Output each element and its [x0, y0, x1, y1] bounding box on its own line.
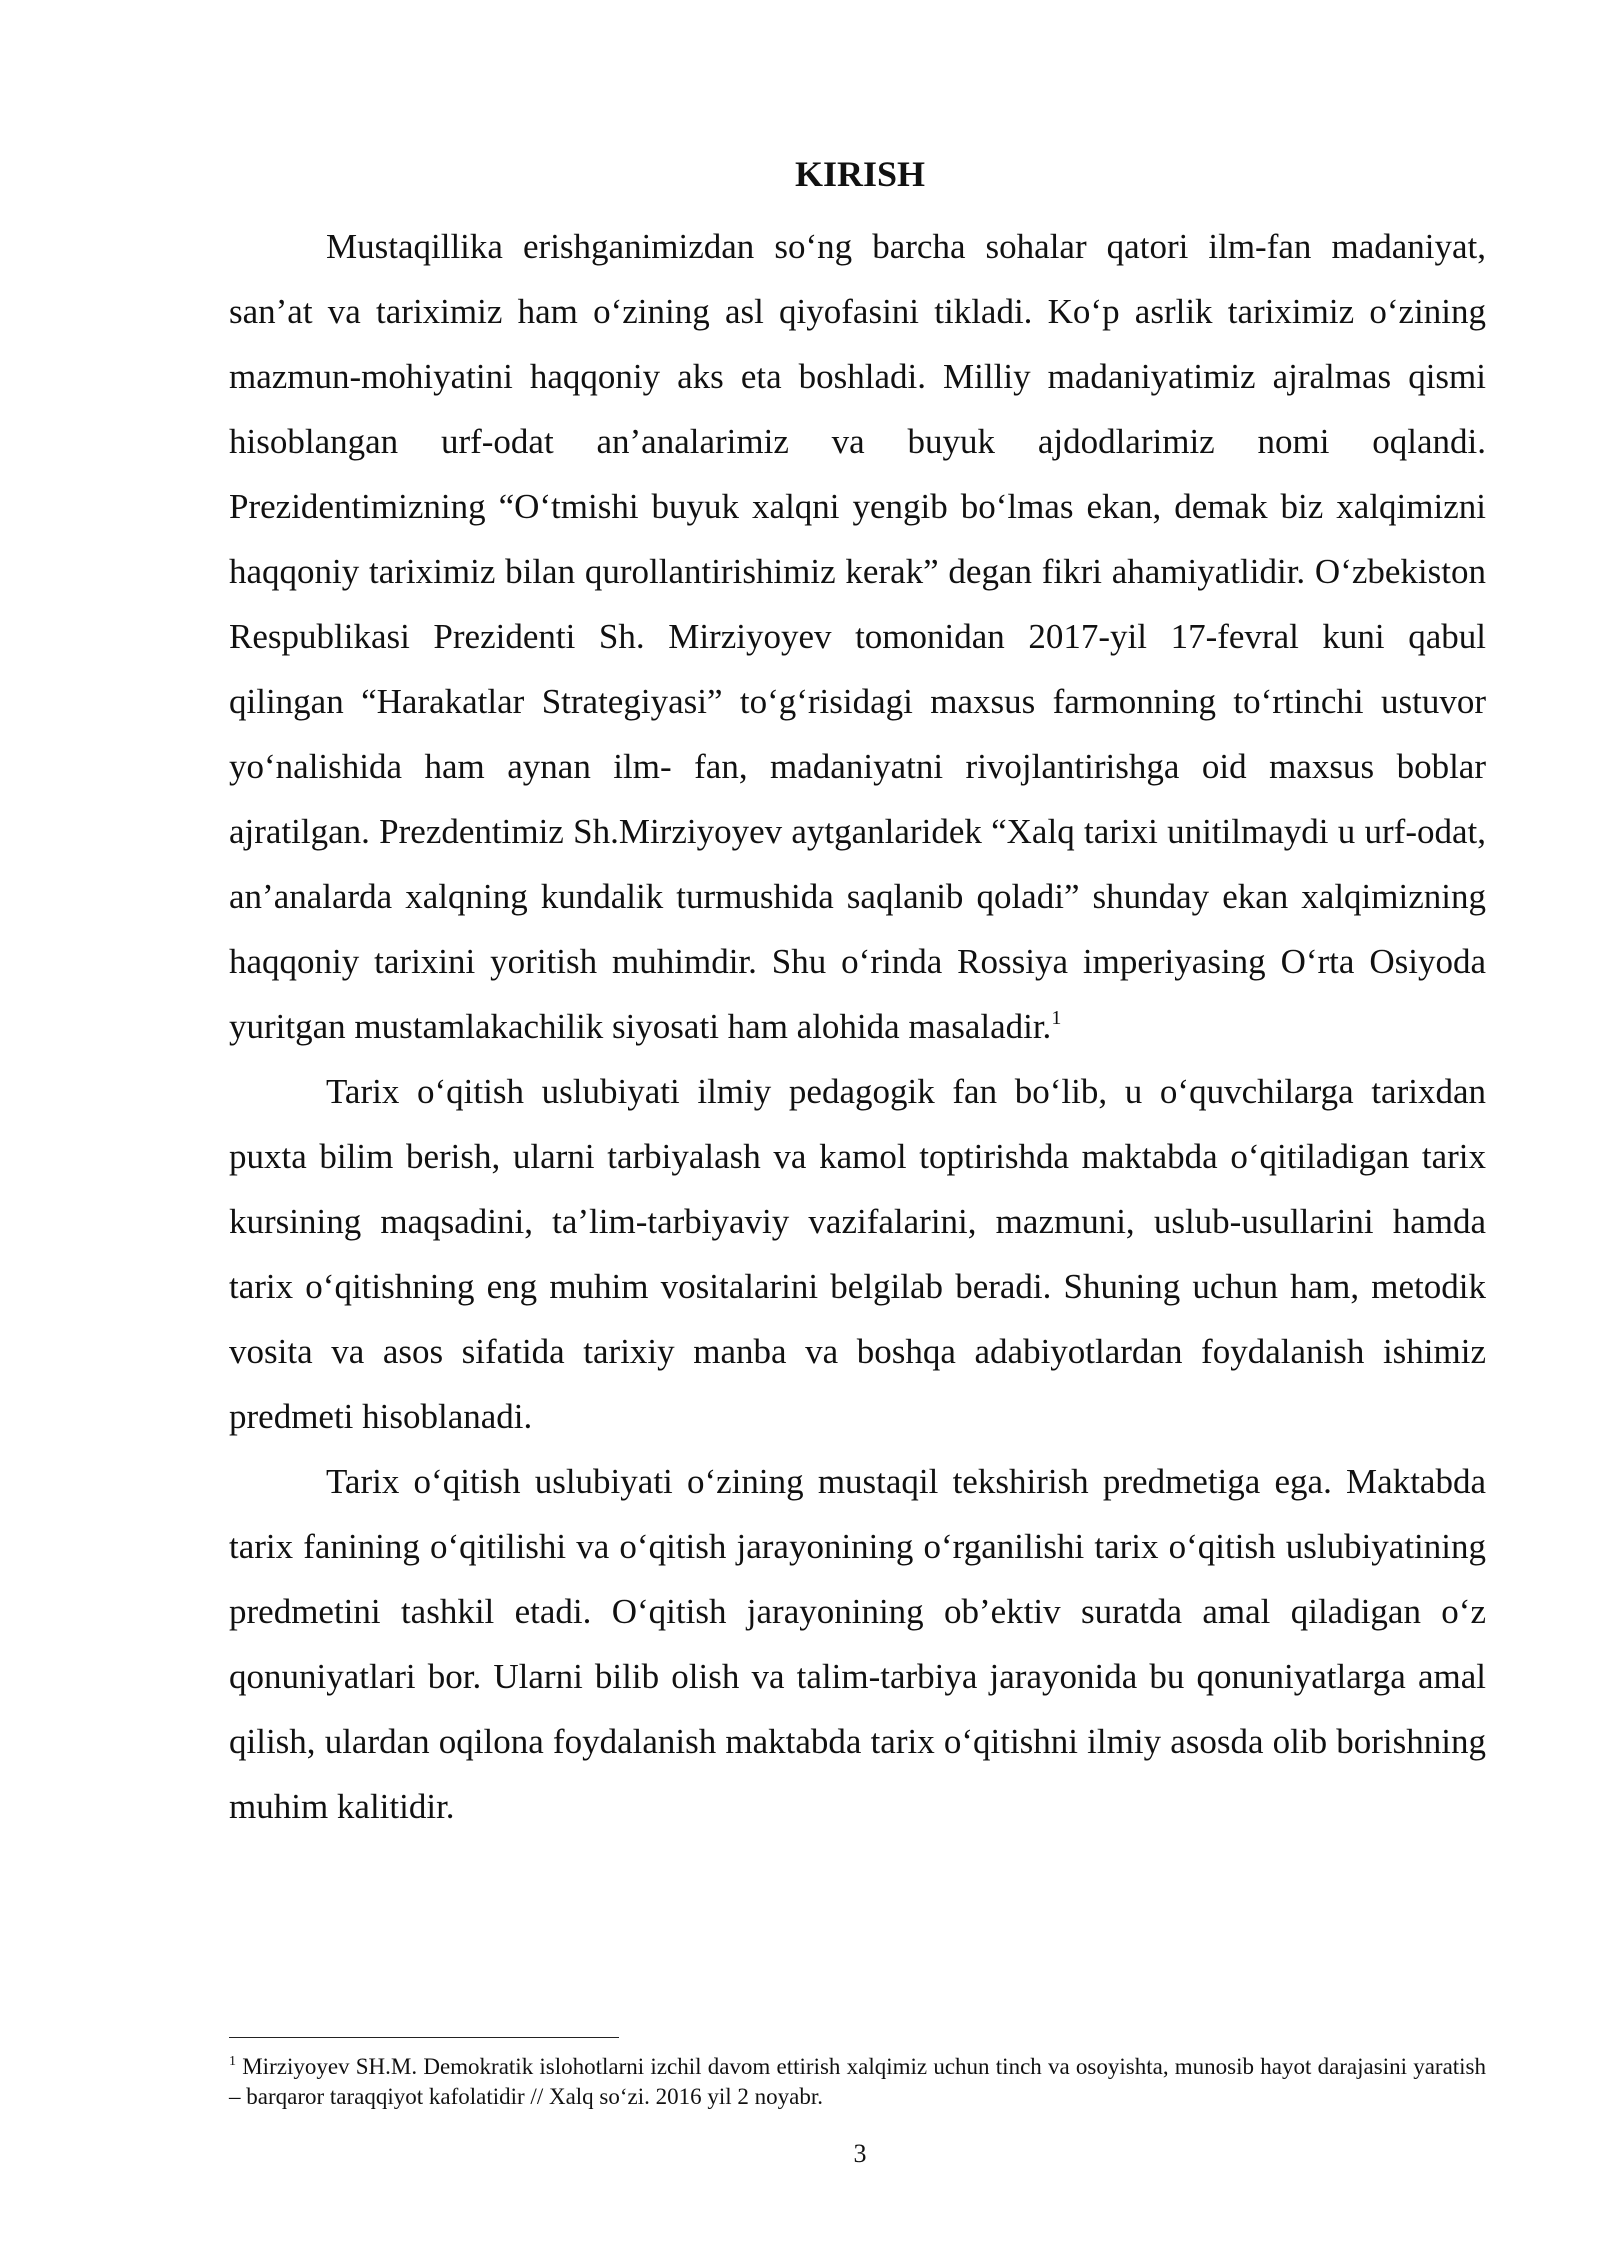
- page-number: 3: [853, 2139, 867, 2168]
- body-text: [229, 214, 1486, 1839]
- footnote: [229, 2052, 1486, 2112]
- footnote-reference[interactable]: 1: [1051, 1007, 1062, 1029]
- page-heading: KIRISH: [794, 154, 926, 194]
- footnote-separator: [229, 2037, 619, 2038]
- footnote-marker: 1: [229, 2054, 236, 2069]
- paragraph-3: [229, 1449, 1486, 1839]
- paragraph-3-text: Tarix o‘qitish uslubiyati o‘zining mustaqil tekshirish predmetiga ega. Maktabda tarix fanining o‘qitilishi va o‘qitish jarayonining o‘rganilishi tarix o‘qitish uslubiyatining predmetini tashkil etadi. O‘qitish jarayonining ob’ektiv suratda amal qiladigan o‘z qonuniyatlari bor. Ularni bilib olish va talim-tarbiya jarayonida bu qonuniyatlarga amal qilish, ulardan oqilona foydalanish maktabda tarix o‘qitishni ilmiy asosda olib borishning muhim kalitidir.: [229, 1462, 1486, 1826]
- paragraph-2-text: Tarix o‘qitish uslubiyati ilmiy pedagogik fan bo‘lib, u o‘quvchilarga tarixdan puxta bilim berish, ularni tarbiyalash va kamol toptirishda maktabda o‘qitiladigan tarix kursining maqsadini, ta’lim-tarbiyaviy vazifalarini, mazmuni, uslub-usullarini hamda tarix o‘qitishning eng muhim vositalarini belgilab beradi. Shuning uchun ham, metodik vosita va asos sifatida tarixiy manba va boshqa adabiyotlardan foydalanish ishimiz predmeti hisoblanadi.: [229, 1072, 1486, 1436]
- paragraph-2: [229, 1059, 1486, 1449]
- footnote-text: Mirziyoyev SH.M. Demokratik islohotlarni izchil davom ettirish xalqimiz uchun tinch va osoyishta, munosib hayot darajasini yaratish – barqaror taraqqiyot kafolatidir // Xalq so‘zi. 2016 yil 2 noyabr.: [229, 2054, 1487, 2109]
- paragraph-1-text: Mustaqillika erishganimizdan so‘ng barcha sohalar qatori ilm-fan madaniyat, san’at va tariximiz ham o‘zining asl qiyofasini tikladi. Ko‘p asrlik tariximiz o‘zining mazmun-mohiyatini haqqoniy aks eta boshladi. Milliy madaniyatimiz ajralmas qismi hisoblangan urf-odat an’analarimiz va buyuk ajdodlarimiz nomi oqlandi. Prezidentimizning “O‘tmishi buyuk xalqni yengib bo‘lmas ekan, demak biz xalqimizni haqqoniy tariximiz bilan qurollantirishimiz kerak” degan fikri ahamiyatlidir. O‘zbekiston Respublikasi Prezidenti Sh. Mirziyoyev tomonidan 2017-yil 17-fevral kuni qabul qilingan “Harakatlar Strategiyasi” to‘g‘risidagi maxsus farmonning to‘rtinchi ustuvor yo‘nalishida ham aynan ilm- fan, madaniyatni rivojlantirishga oid maxsus boblar ajratilgan. Prezdentimiz Sh.Mirziyoyev aytganlaridek “Xalq tarixi unitilmaydi u urf-odat, an’analarda xalqning kundalik turmushida saqlanib qoladi” shunday ekan xalqimizning haqqoniy tarixini yoritish muhimdir. Shu o‘rinda Rossiya imperiyasing O‘rta Osiyoda yuritgan mustamlakachilik siyosati ham alohida masaladir.: [229, 227, 1486, 1046]
- paragraph-1: [229, 214, 1486, 1059]
